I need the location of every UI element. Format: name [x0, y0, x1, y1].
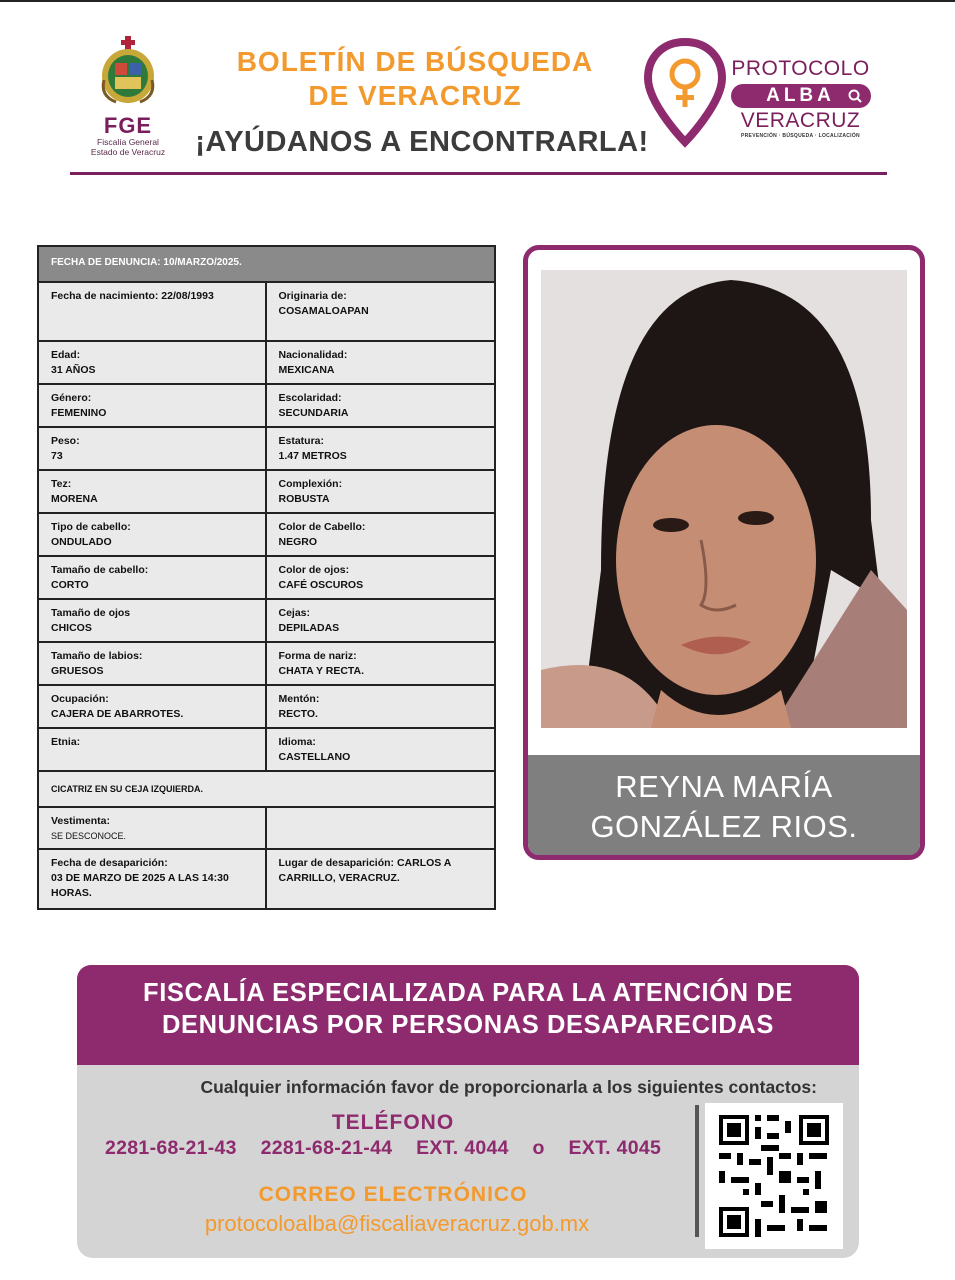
eye-size-cell: Tamaño de ojos CHICOS: [39, 600, 267, 641]
office-line1: FISCALÍA ESPECIALIZADA PARA LA ATENCIÓN DE: [143, 979, 793, 1007]
phone-2[interactable]: 2281-68-21-44: [260, 1137, 393, 1159]
table-row: [39, 283, 494, 342]
email-label: CORREO ELECTRÓNICO: [258, 1183, 528, 1206]
person-info-table: [37, 245, 496, 910]
fge-logo: [80, 36, 176, 158]
hair-length-cell: Tamaño de cabello: CORTO: [39, 557, 267, 598]
table-row: [39, 686, 494, 729]
or-word: o: [532, 1137, 545, 1159]
chin-cell: Mentón: RECTO.: [278, 693, 320, 720]
education-cell: Escolaridad: SECUNDARIA: [278, 392, 349, 419]
info-request: Cualquier información favor de proporcionarla a los siguientes contactos:: [200, 1077, 817, 1097]
veracruz-word: VERACRUZ: [740, 109, 861, 132]
age-cell: Edad: 31 AÑOS: [39, 342, 267, 383]
magnifier-icon: [847, 88, 863, 104]
prosecutor-office-banner: [77, 965, 859, 1065]
person-name-line1: REYNA MARÍA: [615, 769, 833, 804]
alba-pill: [731, 84, 871, 108]
table-row: [39, 514, 494, 557]
protocol-tagline: PREVENCIÓN · BÚSQUEDA · LOCALIZACIÓN: [741, 133, 860, 139]
email-link[interactable]: protocoloalba@fiscaliaveracruz.gob.mx: [204, 1211, 590, 1236]
table-row: [39, 850, 494, 908]
eyebrows-cell: Cejas: DEPILADAS: [278, 607, 340, 634]
nose-shape-cell: Forma de nariz: CHATA Y RECTA.: [278, 650, 365, 677]
top-border: [0, 0, 955, 2]
nationality-cell: Nacionalidad: MEXICANA: [278, 349, 348, 376]
photo-card: [523, 245, 925, 860]
table-row: [39, 600, 494, 643]
agency-abbr: FGE: [103, 113, 153, 138]
protocolo-word: PROTOCOLO: [731, 57, 870, 80]
eye-color-cell: Color de ojos: CAFÉ OSCUROS: [278, 564, 364, 591]
height-cell: Estatura: 1.47 METROS: [278, 435, 347, 462]
help-find-her-title: ¡AYÚDANOS A ENCONTRARLA!: [195, 126, 649, 158]
office-line2: DENUNCIAS POR PERSONAS DESAPARECIDAS: [162, 1011, 774, 1039]
qr-divider: [695, 1105, 699, 1237]
report-date: FECHA DE DENUNCIA: 10/MARZO/2025.: [39, 247, 494, 283]
agency-name-line2: Estado de Veracruz: [90, 147, 166, 157]
disappearance-date-cell: Fecha de desaparición: 03 DE MARZO DE 2025 A LAS 14:30 HORAS.: [39, 850, 267, 908]
person-photo: [541, 270, 907, 728]
weight-cell: Peso: 73: [39, 428, 267, 469]
extension-2: EXT. 4045: [568, 1137, 662, 1159]
phone-label: TELÉFONO: [331, 1111, 455, 1134]
disappearance-place-cell: Lugar de desaparición: CARLOS A CARRILLO, VERACRUZ.: [278, 857, 451, 884]
occupation-cell: Ocupación: CAJERA DE ABARROTES.: [39, 686, 267, 727]
bulletin-title-line2: DE VERACRUZ: [308, 80, 522, 111]
coat-of-arms-icon: [98, 36, 158, 106]
table-row: [39, 385, 494, 428]
table-row: [39, 428, 494, 471]
protocolo-alba-logo: [728, 56, 873, 139]
portrait-illustration: [541, 270, 907, 728]
table-row: [39, 471, 494, 514]
table-row: [39, 557, 494, 600]
gender-cell: Género: FEMENINO: [39, 385, 267, 426]
phone-numbers: [105, 1137, 705, 1160]
person-name: [528, 755, 920, 855]
agency-name-line1: Fiscalía General: [97, 137, 159, 147]
hair-type-cell: Tipo de cabello: ONDULADO: [39, 514, 267, 555]
distinguishing-marks-cell: CICATRIZ EN SU CEJA IZQUIERDA.: [51, 784, 204, 794]
contact-panel: [77, 1065, 859, 1258]
origin-cell: Originaria de: COSAMALOAPAN: [278, 290, 369, 317]
build-cell: Complexión: ROBUSTA: [278, 478, 343, 505]
qr-code-icon: [705, 1103, 843, 1249]
clothing-cell: Vestimenta: SE DESCONOCE.: [39, 808, 267, 848]
empty-cell: [267, 808, 495, 848]
language-cell: Idioma: CASTELLANO: [278, 736, 351, 763]
person-name-line2: GONZÁLEZ RIOS.: [590, 809, 858, 844]
female-symbol-pin-icon: [644, 38, 726, 148]
table-row: [39, 643, 494, 686]
bulletin-title-line1: BOLETÍN DE BÚSQUEDA: [236, 46, 594, 77]
skin-cell: Tez: MORENA: [39, 471, 267, 512]
table-row: [39, 808, 494, 850]
birthdate-cell: Fecha de nacimiento: 22/08/1993: [39, 283, 267, 340]
hair-color-cell: Color de Cabello: NEGRO: [278, 521, 366, 548]
qr-code[interactable]: [705, 1103, 843, 1249]
table-row: [39, 729, 494, 772]
table-row: [39, 342, 494, 385]
extension-1: EXT. 4044: [416, 1137, 509, 1159]
ethnicity-cell: Etnia:: [39, 729, 267, 770]
header-divider: [70, 172, 887, 175]
lip-size-cell: Tamaño de labios: GRUESOS: [39, 643, 267, 684]
table-row: [39, 772, 494, 808]
alba-word: ALBA: [766, 85, 835, 106]
phone-1[interactable]: 2281-68-21-43: [105, 1137, 237, 1159]
